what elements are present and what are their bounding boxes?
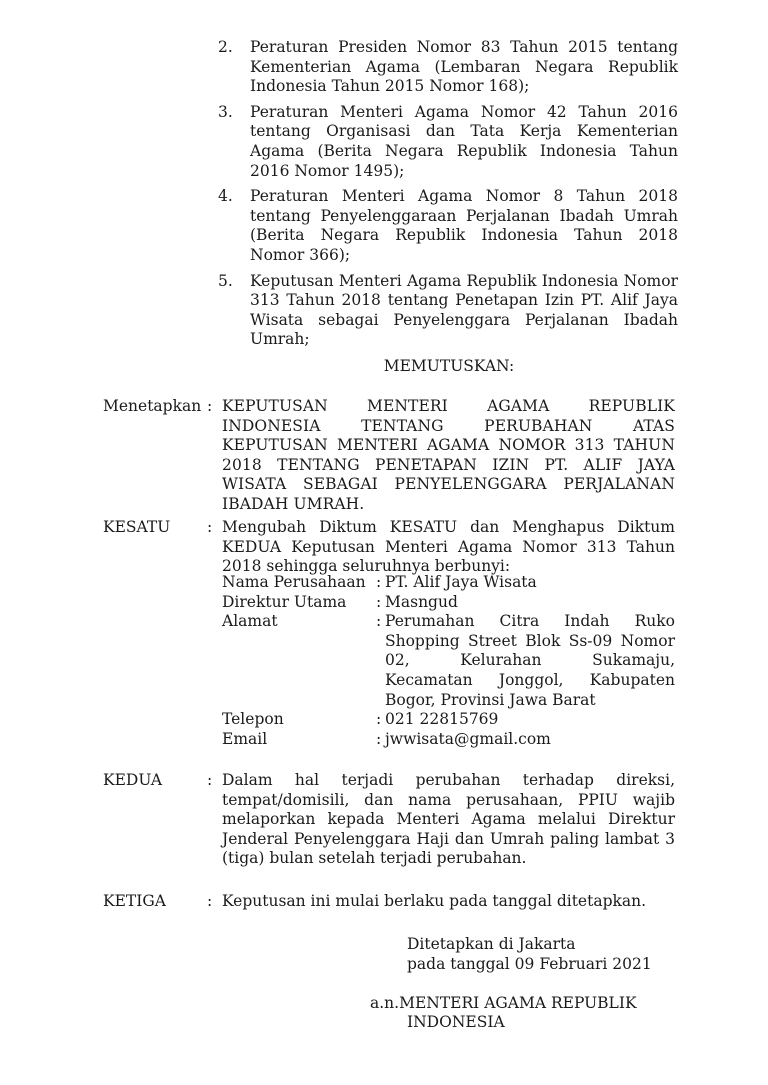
list-item <box>218 187 678 265</box>
field-key: Telepon <box>222 710 284 729</box>
list-item <box>218 103 678 181</box>
list-item-number: 4. <box>218 187 233 206</box>
menetapkan-colon: : <box>207 397 213 415</box>
field-key: Email <box>222 729 268 748</box>
list-item-text: Peraturan Presiden Nomor 83 Tahun 2015 tentang Kementerian Agama (Lembaran Negara Republik Indonesia Tahun 2015 Nomor 168); <box>250 38 678 96</box>
kesatu-text: Mengubah Diktum KESATU dan Menghapus Diktum KEDUA Keputusan Menteri Agama Nomor 313 Tahun 2018 sehingga seluruhnya berbunyi: <box>222 518 675 576</box>
list-item-number: 5. <box>218 271 233 290</box>
field-address <box>222 612 675 710</box>
field-colon: : <box>376 612 382 631</box>
field-value: 021 22815769 <box>385 710 499 729</box>
field-key: Alamat <box>222 612 278 631</box>
kedua-text: Dalam hal terjadi perubahan terhadap direksi, tempat/domisili, dan nama perusahaan, PPIU wajib melaporkan kepada Menteri Agama melalui Direktur Jenderal Penyelenggara Haji dan Umrah paling lambat 3 (tiga) bulan setelah terjadi perubahan. <box>222 771 675 868</box>
field-director <box>222 593 675 613</box>
field-key: Direktur Utama <box>222 592 347 611</box>
field-company-name <box>222 573 675 593</box>
kedua-label: KEDUA <box>103 771 163 789</box>
ketiga-text: Keputusan ini mulai berlaku pada tanggal ditetapkan. <box>222 892 647 910</box>
list-item-text: Peraturan Menteri Agama Nomor 8 Tahun 2018 tentang Penyelenggaraan Perjalanan Ibadah Umrah (Berita Negara Republik Indonesia Tahun 2018 Nomor 366); <box>250 187 678 264</box>
menetapkan-label: Menetapkan <box>103 397 202 415</box>
field-phone <box>222 710 675 730</box>
ketiga-colon: : <box>207 892 213 910</box>
field-email <box>222 730 675 750</box>
field-value: PT. Alif Jaya Wisata <box>385 573 537 591</box>
signature-date: pada tanggal 09 Februari 2021 <box>407 955 652 973</box>
menetapkan-text: KEPUTUSAN MENTERI AGAMA REPUBLIK INDONESIA TENTANG PERUBAHAN ATAS KEPUTUSAN MENTERI AGAMA NOMOR 313 TAHUN 2018 TENTANG PENETAPAN IZIN PT. ALIF JAYA WISATA SEBAGAI PENYELENGGARA PERJALANAN IBADAH UMRAH. <box>222 397 675 513</box>
list-item <box>218 38 678 97</box>
decision-heading: MEMUTUSKAN: <box>383 357 515 375</box>
field-value: jwwisata@gmail.com <box>385 729 551 748</box>
list-item-text: Keputusan Menteri Agama Republik Indonesia Nomor 313 Tahun 2018 tentang Penetapan Izin PT. Alif Jaya Wisata sebagai Penyelenggara Perjalanan Ibadah Umrah; <box>250 271 678 349</box>
list-item <box>218 272 678 350</box>
field-colon: : <box>376 710 382 729</box>
field-colon: : <box>376 592 382 611</box>
signature-place: Ditetapkan di Jakarta <box>407 935 576 953</box>
kesatu-label: KESATU <box>103 518 171 536</box>
list-item-text: Peraturan Menteri Agama Nomor 42 Tahun 2016 tentang Organisasi dan Tata Kerja Kementerian Agama (Berita Negara Republik Indonesia Tahun 2016 Nomor 1495); <box>250 102 678 180</box>
kesatu-colon: : <box>207 518 213 536</box>
list-item-number: 2. <box>218 38 233 56</box>
signature-on-behalf-cont: INDONESIA <box>407 1013 505 1031</box>
ketiga-label: KETIGA <box>103 892 166 910</box>
field-colon: : <box>376 729 382 748</box>
list-item-number: 3. <box>218 102 233 121</box>
field-colon: : <box>376 573 382 591</box>
field-key: Nama Perusahaan <box>222 573 366 591</box>
kedua-colon: : <box>207 771 213 789</box>
field-value: Masngud <box>385 592 458 611</box>
signature-on-behalf: a.n.MENTERI AGAMA REPUBLIK <box>370 994 637 1012</box>
consideration-list <box>218 38 678 356</box>
field-value: Perumahan Citra Indah Ruko Shopping Street Blok Ss-09 Nomor 02, Kelurahan Sukamaju, Kecamatan Jonggol, Kabupaten Bogor, Provinsi Jawa Barat <box>385 612 675 709</box>
company-details <box>222 573 675 749</box>
